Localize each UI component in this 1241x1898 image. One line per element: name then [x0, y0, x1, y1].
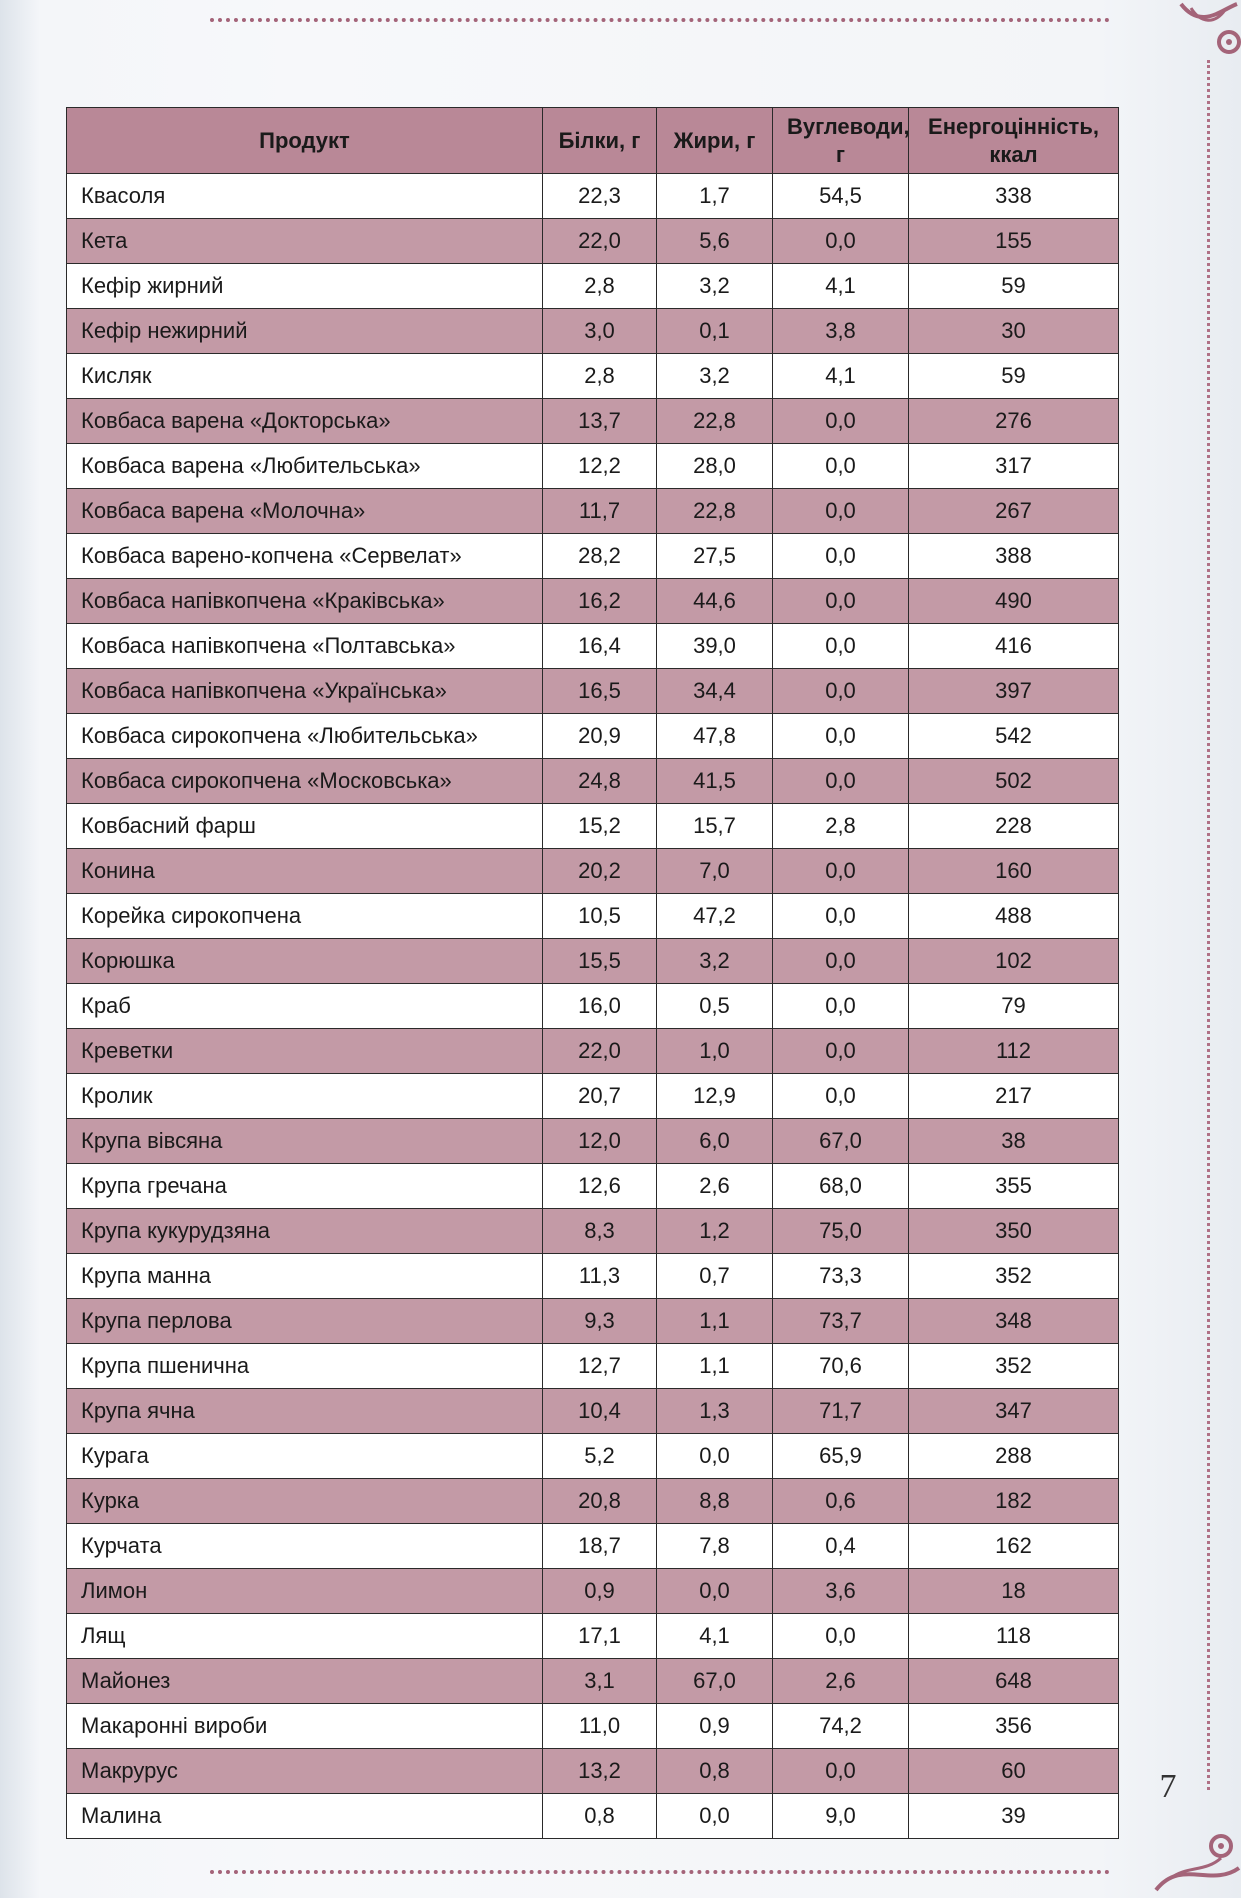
cell-energy: 388 — [909, 534, 1119, 579]
table-row — [67, 849, 1119, 894]
cell-product: Ковбаса напівкопчена «Полтавська» — [67, 624, 543, 669]
cell-fat: 1,2 — [657, 1209, 773, 1254]
cell-energy: 59 — [909, 264, 1119, 309]
page-number: 7 — [1159, 1768, 1177, 1805]
header-carbs: Вуглеводи, г — [773, 108, 909, 174]
cell-product: Крупа кукурудзяна — [67, 1209, 543, 1254]
cell-protein: 5,2 — [543, 1434, 657, 1479]
cell-carbs: 68,0 — [773, 1164, 909, 1209]
cell-carbs: 0,0 — [773, 1074, 909, 1119]
cell-fat: 5,6 — [657, 219, 773, 264]
cell-protein: 15,2 — [543, 804, 657, 849]
cell-carbs: 67,0 — [773, 1119, 909, 1164]
table-row — [67, 1389, 1119, 1434]
cell-fat: 7,0 — [657, 849, 773, 894]
cell-carbs: 71,7 — [773, 1389, 909, 1434]
cell-carbs: 0,0 — [773, 489, 909, 534]
cell-fat: 4,1 — [657, 1614, 773, 1659]
cell-fat: 22,8 — [657, 489, 773, 534]
cell-protein: 11,0 — [543, 1704, 657, 1749]
cell-product: Кефір нежирний — [67, 309, 543, 354]
cell-fat: 0,0 — [657, 1794, 773, 1839]
cell-fat: 0,9 — [657, 1704, 773, 1749]
cell-energy: 30 — [909, 309, 1119, 354]
cell-product: Курага — [67, 1434, 543, 1479]
cell-protein: 28,2 — [543, 534, 657, 579]
cell-fat: 39,0 — [657, 624, 773, 669]
cell-fat: 1,1 — [657, 1344, 773, 1389]
cell-energy: 338 — [909, 174, 1119, 219]
cell-energy: 38 — [909, 1119, 1119, 1164]
table-row — [67, 804, 1119, 849]
table-row — [67, 759, 1119, 804]
table-row — [67, 984, 1119, 1029]
cell-fat: 0,0 — [657, 1434, 773, 1479]
cell-protein: 10,5 — [543, 894, 657, 939]
cell-protein: 3,1 — [543, 1659, 657, 1704]
table-row — [67, 1659, 1119, 1704]
cell-fat: 27,5 — [657, 534, 773, 579]
cell-fat: 67,0 — [657, 1659, 773, 1704]
cell-protein: 22,3 — [543, 174, 657, 219]
cell-energy: 102 — [909, 939, 1119, 984]
cell-carbs: 54,5 — [773, 174, 909, 219]
cell-product: Кролик — [67, 1074, 543, 1119]
cell-energy: 155 — [909, 219, 1119, 264]
cell-carbs: 0,0 — [773, 894, 909, 939]
cell-product: Ковбаса напівкопчена «Краківська» — [67, 579, 543, 624]
table-body — [67, 174, 1119, 1839]
cell-carbs: 0,0 — [773, 1614, 909, 1659]
cell-fat: 0,5 — [657, 984, 773, 1029]
cell-protein: 16,4 — [543, 624, 657, 669]
table-row — [67, 1164, 1119, 1209]
cell-protein: 3,0 — [543, 309, 657, 354]
cell-carbs: 0,0 — [773, 984, 909, 1029]
cell-protein: 24,8 — [543, 759, 657, 804]
cell-energy: 79 — [909, 984, 1119, 1029]
header-fat: Жири, г — [657, 108, 773, 174]
cell-fat: 12,9 — [657, 1074, 773, 1119]
cell-protein: 16,5 — [543, 669, 657, 714]
bottom-dotted-border — [210, 1870, 1110, 1874]
cell-fat: 34,4 — [657, 669, 773, 714]
cell-fat: 3,2 — [657, 354, 773, 399]
cell-energy: 228 — [909, 804, 1119, 849]
table-row — [67, 309, 1119, 354]
cell-product: Лимон — [67, 1569, 543, 1614]
cell-energy: 488 — [909, 894, 1119, 939]
cell-fat: 0,7 — [657, 1254, 773, 1299]
table-row — [67, 1254, 1119, 1299]
table-row — [67, 1074, 1119, 1119]
cell-energy: 490 — [909, 579, 1119, 624]
table-row — [67, 1704, 1119, 1749]
cell-energy: 350 — [909, 1209, 1119, 1254]
cell-product: Крупа пшенична — [67, 1344, 543, 1389]
table-row — [67, 1209, 1119, 1254]
cell-fat: 6,0 — [657, 1119, 773, 1164]
cell-fat: 1,0 — [657, 1029, 773, 1074]
table-row — [67, 624, 1119, 669]
table-row — [67, 1119, 1119, 1164]
cell-product: Квасоля — [67, 174, 543, 219]
cell-product: Ковбаса сирокопчена «Московська» — [67, 759, 543, 804]
cell-product: Кета — [67, 219, 543, 264]
cell-protein: 22,0 — [543, 1029, 657, 1074]
cell-product: Краб — [67, 984, 543, 1029]
cell-product: Ковбаса варена «Докторська» — [67, 399, 543, 444]
table-row — [67, 1614, 1119, 1659]
table-row — [67, 264, 1119, 309]
cell-product: Ковбаса варена «Любительська» — [67, 444, 543, 489]
cell-carbs: 0,0 — [773, 624, 909, 669]
cell-product: Крупа ячна — [67, 1389, 543, 1434]
cell-carbs: 4,1 — [773, 354, 909, 399]
cell-carbs: 0,0 — [773, 939, 909, 984]
cell-protein: 20,2 — [543, 849, 657, 894]
cell-product: Лящ — [67, 1614, 543, 1659]
cell-product: Корюшка — [67, 939, 543, 984]
table-row — [67, 1299, 1119, 1344]
cell-product: Макаронні вироби — [67, 1704, 543, 1749]
cell-energy: 416 — [909, 624, 1119, 669]
cell-protein: 12,6 — [543, 1164, 657, 1209]
table-row — [67, 1569, 1119, 1614]
table-row — [67, 1524, 1119, 1569]
cell-energy: 276 — [909, 399, 1119, 444]
cell-protein: 9,3 — [543, 1299, 657, 1344]
cell-product: Крупа вівсяна — [67, 1119, 543, 1164]
cell-energy: 288 — [909, 1434, 1119, 1479]
cell-energy: 317 — [909, 444, 1119, 489]
cell-fat: 44,6 — [657, 579, 773, 624]
cell-carbs: 4,1 — [773, 264, 909, 309]
cell-product: Корейка сирокопчена — [67, 894, 543, 939]
cell-carbs: 2,8 — [773, 804, 909, 849]
cell-product: Кисляк — [67, 354, 543, 399]
cell-carbs: 0,0 — [773, 579, 909, 624]
cell-carbs: 0,0 — [773, 1749, 909, 1794]
cell-carbs: 0,0 — [773, 714, 909, 759]
table-row — [67, 669, 1119, 714]
cell-energy: 160 — [909, 849, 1119, 894]
cell-product: Конина — [67, 849, 543, 894]
cell-energy: 217 — [909, 1074, 1119, 1119]
cell-energy: 112 — [909, 1029, 1119, 1074]
cell-carbs: 73,3 — [773, 1254, 909, 1299]
cell-protein: 16,0 — [543, 984, 657, 1029]
cell-fat: 0,0 — [657, 1569, 773, 1614]
cell-protein: 17,1 — [543, 1614, 657, 1659]
table-row — [67, 399, 1119, 444]
cell-energy: 502 — [909, 759, 1119, 804]
table-row — [67, 714, 1119, 759]
cell-carbs: 70,6 — [773, 1344, 909, 1389]
cell-protein: 22,0 — [543, 219, 657, 264]
cell-protein: 10,4 — [543, 1389, 657, 1434]
cell-carbs: 65,9 — [773, 1434, 909, 1479]
table-row — [67, 174, 1119, 219]
cell-protein: 13,2 — [543, 1749, 657, 1794]
table-row — [67, 489, 1119, 534]
table-row — [67, 1749, 1119, 1794]
table-row — [67, 579, 1119, 624]
table-row — [67, 1794, 1119, 1839]
table-row — [67, 354, 1119, 399]
cell-protein: 2,8 — [543, 354, 657, 399]
cell-fat: 41,5 — [657, 759, 773, 804]
table-row — [67, 939, 1119, 984]
cell-protein: 13,7 — [543, 399, 657, 444]
cell-product: Ковбаса варена «Молочна» — [67, 489, 543, 534]
cell-energy: 352 — [909, 1344, 1119, 1389]
cell-protein: 12,7 — [543, 1344, 657, 1389]
cell-protein: 20,9 — [543, 714, 657, 759]
cell-energy: 355 — [909, 1164, 1119, 1209]
table-row — [67, 1344, 1119, 1389]
cell-product: Ковбаса напівкопчена «Українська» — [67, 669, 543, 714]
cell-carbs: 0,0 — [773, 444, 909, 489]
cell-fat: 15,7 — [657, 804, 773, 849]
table-header-row — [67, 108, 1119, 174]
cell-product: Креветки — [67, 1029, 543, 1074]
cell-protein: 20,8 — [543, 1479, 657, 1524]
cell-carbs: 0,6 — [773, 1479, 909, 1524]
cell-carbs: 0,0 — [773, 1029, 909, 1074]
cell-energy: 348 — [909, 1299, 1119, 1344]
cell-product: Крупа манна — [67, 1254, 543, 1299]
cell-fat: 47,8 — [657, 714, 773, 759]
cell-energy: 118 — [909, 1614, 1119, 1659]
cell-carbs: 3,6 — [773, 1569, 909, 1614]
cell-fat: 8,8 — [657, 1479, 773, 1524]
corner-ornament-bottom-icon — [1151, 1828, 1241, 1898]
table-row — [67, 219, 1119, 264]
cell-fat: 2,6 — [657, 1164, 773, 1209]
cell-product: Малина — [67, 1794, 543, 1839]
cell-protein: 0,8 — [543, 1794, 657, 1839]
cell-product: Курчата — [67, 1524, 543, 1569]
cell-energy: 542 — [909, 714, 1119, 759]
cell-energy: 162 — [909, 1524, 1119, 1569]
cell-energy: 347 — [909, 1389, 1119, 1434]
cell-protein: 11,3 — [543, 1254, 657, 1299]
cell-carbs: 73,7 — [773, 1299, 909, 1344]
cell-product: Крупа гречана — [67, 1164, 543, 1209]
table-row — [67, 894, 1119, 939]
cell-fat: 3,2 — [657, 939, 773, 984]
cell-carbs: 0,0 — [773, 399, 909, 444]
table-row — [67, 1029, 1119, 1074]
cell-energy: 39 — [909, 1794, 1119, 1839]
cell-product: Макрурус — [67, 1749, 543, 1794]
cell-energy: 648 — [909, 1659, 1119, 1704]
cell-carbs: 74,2 — [773, 1704, 909, 1749]
cell-energy: 182 — [909, 1479, 1119, 1524]
top-dotted-border — [210, 18, 1110, 22]
header-protein: Білки, г — [543, 108, 657, 174]
cell-protein: 15,5 — [543, 939, 657, 984]
cell-protein: 0,9 — [543, 1569, 657, 1614]
cell-energy: 18 — [909, 1569, 1119, 1614]
cell-fat: 47,2 — [657, 894, 773, 939]
table-row — [67, 534, 1119, 579]
cell-carbs: 0,0 — [773, 669, 909, 714]
cell-fat: 1,3 — [657, 1389, 773, 1434]
cell-fat: 1,1 — [657, 1299, 773, 1344]
cell-energy: 59 — [909, 354, 1119, 399]
cell-carbs: 2,6 — [773, 1659, 909, 1704]
cell-protein: 16,2 — [543, 579, 657, 624]
cell-product: Ковбасний фарш — [67, 804, 543, 849]
cell-carbs: 9,0 — [773, 1794, 909, 1839]
cell-product: Кефір жирний — [67, 264, 543, 309]
cell-fat: 0,1 — [657, 309, 773, 354]
cell-product: Майонез — [67, 1659, 543, 1704]
cell-energy: 352 — [909, 1254, 1119, 1299]
nutrition-table — [66, 107, 1119, 1839]
cell-fat: 22,8 — [657, 399, 773, 444]
cell-fat: 28,0 — [657, 444, 773, 489]
table-row — [67, 1434, 1119, 1479]
table-row — [67, 444, 1119, 489]
cell-protein: 12,2 — [543, 444, 657, 489]
cell-protein: 11,7 — [543, 489, 657, 534]
cell-carbs: 0,0 — [773, 219, 909, 264]
header-product: Продукт — [67, 108, 543, 174]
cell-protein: 20,7 — [543, 1074, 657, 1119]
cell-energy: 267 — [909, 489, 1119, 534]
cell-protein: 12,0 — [543, 1119, 657, 1164]
cell-carbs: 3,8 — [773, 309, 909, 354]
cell-carbs: 75,0 — [773, 1209, 909, 1254]
cell-product: Крупа перлова — [67, 1299, 543, 1344]
cell-fat: 0,8 — [657, 1749, 773, 1794]
cell-fat: 1,7 — [657, 174, 773, 219]
cell-carbs: 0,0 — [773, 849, 909, 894]
cell-energy: 60 — [909, 1749, 1119, 1794]
cell-protein: 18,7 — [543, 1524, 657, 1569]
cell-protein: 2,8 — [543, 264, 657, 309]
cell-fat: 7,8 — [657, 1524, 773, 1569]
cell-product: Ковбаса сирокопчена «Любительська» — [67, 714, 543, 759]
cell-product: Курка — [67, 1479, 543, 1524]
cell-carbs: 0,0 — [773, 759, 909, 804]
header-energy: Енергоцінність, ккал — [909, 108, 1119, 174]
cell-energy: 356 — [909, 1704, 1119, 1749]
cell-carbs: 0,4 — [773, 1524, 909, 1569]
corner-ornament-icon — [1171, 0, 1241, 62]
table-row — [67, 1479, 1119, 1524]
cell-energy: 397 — [909, 669, 1119, 714]
side-dotted-border — [1207, 60, 1210, 1790]
cell-product: Ковбаса варено-копчена «Сервелат» — [67, 534, 543, 579]
cell-carbs: 0,0 — [773, 534, 909, 579]
cell-fat: 3,2 — [657, 264, 773, 309]
cell-protein: 8,3 — [543, 1209, 657, 1254]
